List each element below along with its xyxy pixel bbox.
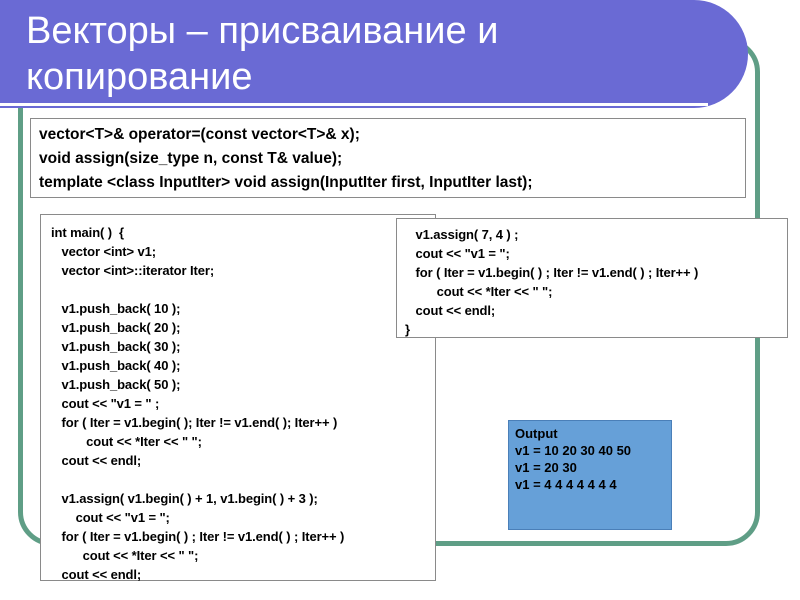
title-line-1: Векторы – присваивание и: [26, 10, 499, 52]
title-bar: [0, 0, 748, 108]
output-line: v1 = 10 20 30 40 50: [515, 443, 632, 458]
title-underline: [0, 103, 708, 106]
code-continuation-text: v1.assign( 7, 4 ) ; cout << "v1 = "; for ( Iter = v1.begin( ) ; Iter != v1.end( ) ; Iter++ ) cout << *Iter << " "; cout << endl; }: [405, 227, 699, 337]
code-block-main: [40, 214, 436, 581]
slide-title: [26, 8, 726, 100]
output-line: v1 = 4 4 4 4 4 4 4: [515, 477, 617, 492]
signatures-text: vector<T>& operator=(const vector<T>& x); void assign(size_type n, const T& value); template <class InputIter> void assign(InputIter first, InputIter last);: [39, 126, 533, 191]
code-main-text: int main( ) { vector <int> v1; vector <int>::iterator Iter; v1.push_back( 10 ); v1.push_back( 20 ); v1.push_back( 30 ); v1.push_back( 40 ); v1.push_back( 50 ); cout << "v1 = " ; for ( Iter = v1.begin( ); Iter != v1.end( ); Iter++ ) cout << *Iter << " "; cout << endl; v1.assign( v1.begin( ) + 1, v1.begin( ) + 3 ); cout << "v1 = "; for ( Iter = v1.begin( ) ; Iter != v1.end( ) ; Iter++ ) cout << *Iter << " "; cout << endl;: [51, 225, 345, 582]
output-line: v1 = 20 30: [515, 460, 577, 475]
output-heading: Output: [515, 426, 558, 441]
signatures-box: [30, 118, 746, 198]
output-box: [508, 420, 672, 530]
code-block-continuation: [396, 218, 788, 338]
title-line-2: копирование: [26, 56, 253, 98]
